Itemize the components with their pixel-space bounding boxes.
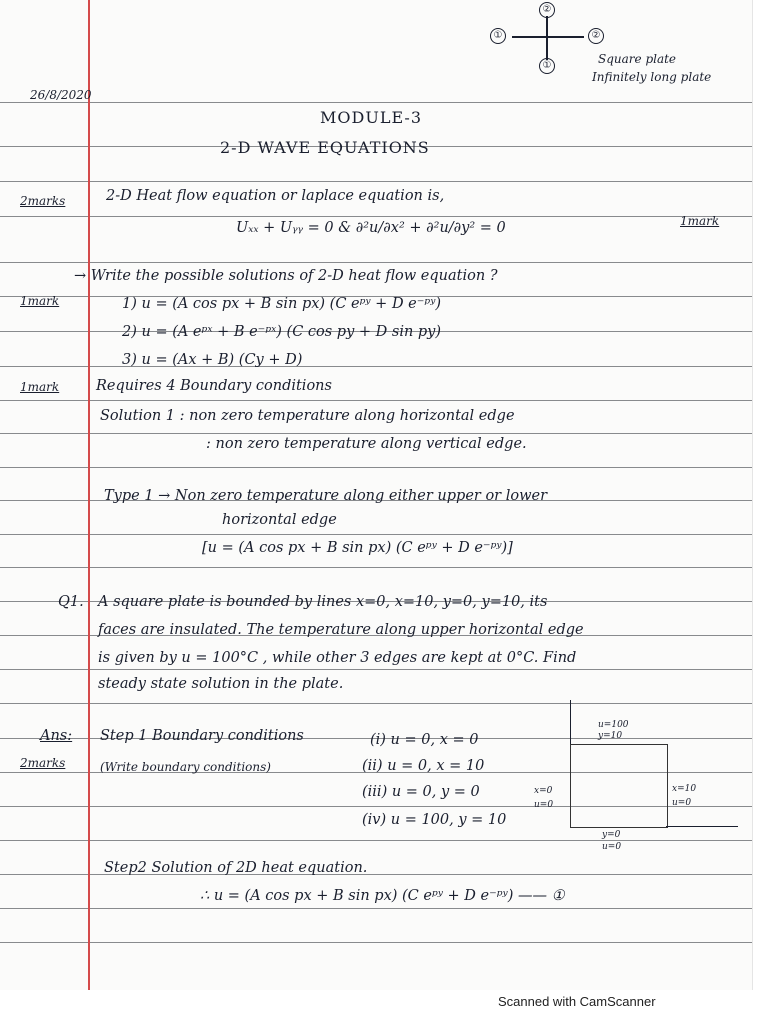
step2-equation: ∴ u = (A cos px + B sin px) (C eᵖʸ + D e⁻ᵖʸ) —— ① bbox=[200, 888, 565, 904]
heat-mark: 1mark bbox=[680, 214, 720, 228]
plate-bottom-y: y=0 bbox=[602, 830, 621, 840]
q1-label: Q1. bbox=[58, 594, 84, 610]
date: 26/8/2020 bbox=[30, 88, 92, 102]
solution-2: 2) u = (A eᵖˣ + B e⁻ᵖˣ) (C cos py + D sin py) bbox=[122, 324, 442, 340]
margin-note-2marks-b: 2marks bbox=[20, 756, 66, 770]
module-subtitle: 2-D WAVE EQUATIONS bbox=[220, 138, 430, 157]
bc-3: (iii) u = 0, y = 0 bbox=[362, 784, 480, 800]
heat-equation: Uₓₓ + Uᵧᵧ = 0 & ∂²u/∂x² + ∂²u/∂y² = 0 bbox=[236, 220, 506, 236]
module-title: MODULE-3 bbox=[320, 108, 422, 127]
margin-note-2marks: 2marks bbox=[20, 194, 66, 208]
plate-right-u: u=0 bbox=[672, 798, 692, 808]
margin-note-1mark-b: 1mark bbox=[20, 380, 60, 394]
plate-left-u: u=0 bbox=[534, 800, 554, 810]
node-1-bottom: ① bbox=[539, 58, 555, 74]
step2-title: Step2 Solution of 2D heat equation. bbox=[104, 860, 368, 876]
plate-bottom-u: u=0 bbox=[602, 842, 622, 852]
q1-line-3: is given by u = 100°C , while other 3 edges are kept at 0°C. Find bbox=[98, 650, 577, 666]
sketch-label-square: Square plate bbox=[598, 52, 677, 66]
margin-note-ans: Ans: bbox=[40, 728, 73, 744]
solution1-line-a: Solution 1 : non zero temperature along horizontal edge bbox=[100, 408, 515, 424]
type1-line-b: horizontal edge bbox=[222, 512, 337, 528]
q1-line-2: faces are insulated. The temperature along upper horizontal edge bbox=[98, 622, 584, 638]
node-2-top: ② bbox=[539, 2, 555, 18]
type1-line-a: Type 1 → Non zero temperature along either upper or lower bbox=[104, 488, 548, 504]
plate-left-x: x=0 bbox=[534, 786, 553, 796]
requires-text: Requires 4 Boundary conditions bbox=[96, 378, 332, 394]
bc-2: (ii) u = 0, x = 10 bbox=[362, 758, 485, 774]
plate-top-y: y=10 bbox=[598, 731, 623, 741]
bc-4: (iv) u = 100, y = 10 bbox=[362, 812, 507, 828]
solution1-line-b: : non zero temperature along vertical edge. bbox=[206, 436, 527, 452]
step1-title: Step 1 Boundary conditions bbox=[100, 728, 304, 744]
plate-diagram bbox=[570, 744, 668, 828]
plate-top-u: u=100 bbox=[598, 720, 629, 730]
scanner-watermark: Scanned with CamScanner bbox=[498, 994, 656, 1009]
plate-right-x: x=10 bbox=[672, 784, 697, 794]
heat-intro: 2-D Heat flow equation or laplace equation is, bbox=[106, 188, 445, 204]
solution-3: 3) u = (Ax + B) (Cy + D) bbox=[122, 352, 303, 368]
margin-note-1mark-a: 1mark bbox=[20, 294, 60, 308]
step1-note: (Write boundary conditions) bbox=[100, 760, 271, 774]
q1-line-1: A square plate is bounded by lines x=0, x=10, y=0, y=10, its bbox=[98, 594, 548, 610]
solution-1: 1) u = (A cos px + B sin px) (C eᵖʸ + D e⁻ᵖʸ) bbox=[122, 296, 442, 312]
q1-line-4: steady state solution in the plate. bbox=[98, 676, 344, 692]
type1-equation: [u = (A cos px + B sin px) (C eᵖʸ + D e⁻ᵖʸ)] bbox=[202, 540, 513, 556]
sketch-label-infinite: Infinitely long plate bbox=[592, 70, 712, 84]
margin-line bbox=[88, 0, 90, 990]
bc-1: (i) u = 0, x = 0 bbox=[370, 732, 479, 748]
node-2-right: ② bbox=[588, 28, 604, 44]
node-1-left: ① bbox=[490, 28, 506, 44]
question-solutions: → Write the possible solutions of 2-D heat flow equation ? bbox=[74, 268, 498, 284]
